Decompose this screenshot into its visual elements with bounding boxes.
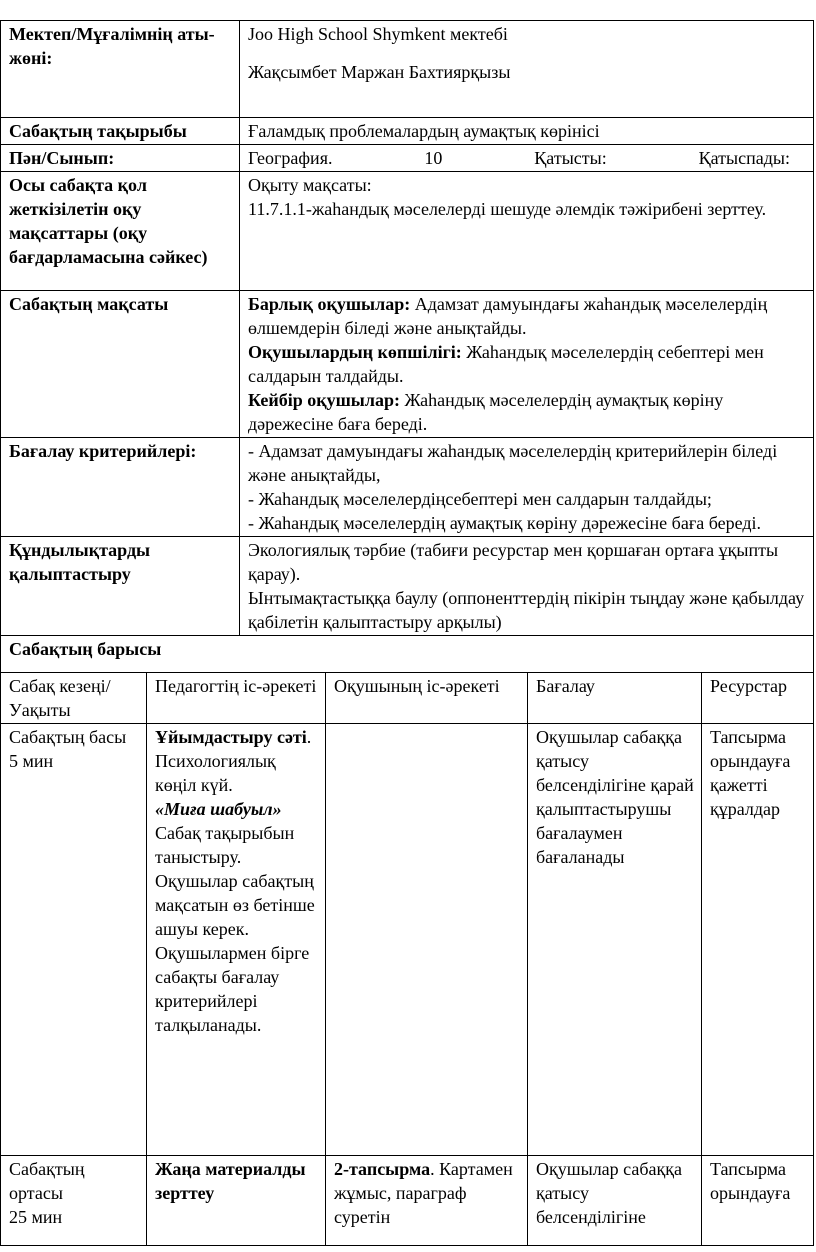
criteria-value-cell <box>240 438 814 537</box>
resources-cell: Тапсырма орындауға қажетті құралдар <box>702 724 814 1156</box>
objectives-label: Осы сабақта қол жеткізілетін оқу мақсаттары (оқу бағдарламасына сәйкес) <box>1 172 240 291</box>
stage-cell <box>1 1156 147 1246</box>
subject-label: Пән/Сынып: <box>1 145 240 172</box>
grade: 10 <box>424 148 443 168</box>
topic-row <box>1 118 814 145</box>
goals-label: Сабақтың мақсаты <box>1 291 240 438</box>
objectives-row <box>1 172 814 291</box>
goal-most-label: Оқушылардың көпшілігі: <box>248 342 462 362</box>
subject-name: География. <box>248 148 333 168</box>
subject-row <box>1 145 814 172</box>
goal-most <box>248 340 808 388</box>
student-activity-cell <box>326 724 528 1156</box>
goal-some-text: Жаһандық мәселелердің аумақтық көріну дәрежесіне баға береді. <box>248 390 724 434</box>
subject-value-cell <box>240 145 814 172</box>
topic-value: Ғаламдық проблемалардың аумақтық көрінісі <box>240 118 814 145</box>
objectives-value-cell <box>240 172 814 291</box>
values-value-cell <box>240 537 814 636</box>
criteria-item: - Жаһандық мәселелердіңсебептері мен салдарын талдайды; <box>248 489 712 509</box>
objectives-heading: Оқыту мақсаты: <box>248 175 372 195</box>
stage-name: Сабақтың ортасы <box>9 1159 85 1203</box>
teacher-activity-title: Ұйымдастыру сәті <box>155 727 307 747</box>
teacher-activity-brainstorm: «Миға шабуыл» <box>155 799 282 819</box>
criteria-row <box>1 438 814 537</box>
goals-row <box>1 291 814 438</box>
teacher-activity-title: Жаңа материалды зерттеу <box>147 1156 326 1246</box>
school-value-cell <box>240 21 814 118</box>
student-task-text: Картамен жұмыс, параграф суретін <box>334 1159 513 1227</box>
stage-time: 25 мин <box>9 1207 63 1227</box>
criteria-item: - Адамзат дамуындағы жаһандық мәселелердің критерийлерін біледі және анықтайды, <box>248 441 778 485</box>
lesson-plan-table <box>0 20 814 1246</box>
values-item: Экологиялық тәрбие (табиғи ресурстар мен қоршаған ортаға ұқыпты қарау). <box>248 540 779 584</box>
school-name: Joo High School Shymkent мектебі <box>248 24 508 44</box>
header-teacher: Педагогтің іс-әрекеті <box>147 673 326 724</box>
header-student: Оқушының іс-әрекеті <box>326 673 528 724</box>
school-row <box>1 21 814 118</box>
resources-cell: Тапсырма орындауға <box>702 1156 814 1246</box>
progress-header-row <box>1 673 814 724</box>
objectives-text: 11.7.1.1-жаһандық мәселелерді шешуде әлемдік тәжірибені зерттеу. <box>248 199 767 219</box>
teacher-activity-text: Психологиялық көңіл күй. <box>155 751 276 795</box>
goal-all-text: Адамзат дамуындағы жаһандық мәселелердің өлшемдерін біледі және анықтайды. <box>248 294 768 338</box>
student-activity-cell <box>326 1156 528 1246</box>
progress-row-middle <box>1 1156 814 1246</box>
student-task-dot: . <box>430 1159 435 1179</box>
criteria-item: - Жаһандық мәселелердің аумақтық көріну дәрежесіне баға береді. <box>248 513 762 533</box>
assessment-cell: Оқушылар сабаққа қатысу белсенділігіне <box>528 1156 702 1246</box>
progress-title: Сабақтың барысы <box>1 636 814 673</box>
progress-row-start <box>1 724 814 1156</box>
header-assessment: Бағалау <box>528 673 702 724</box>
criteria-label: Бағалау критерийлері: <box>1 438 240 537</box>
values-label: Құндылықтарды қалыптастыру <box>1 537 240 636</box>
teacher-activity-text: Сабақ тақырыбын таныстыру. Оқушылар сабақтың мақсатын өз бетінше ашуы керек. Оқушылармен бірге сабақты бағалау критерийлері талқыланады. <box>155 823 315 1035</box>
goal-all <box>248 292 808 340</box>
goal-some <box>248 388 808 436</box>
teacher-name: Жақсымбет Маржан Бахтиярқызы <box>248 62 511 82</box>
teacher-activity-cell <box>147 724 326 1156</box>
goal-all-label: Барлық оқушылар: <box>248 294 411 314</box>
assessment-cell: Оқушылар сабаққа қатысу белсенділігіне қарай қалыптастырушы бағалаумен бағаланады <box>528 724 702 1156</box>
values-item: Ынтымақтастыққа баулу (оппоненттердің пікірін тыңдау және қабылдау қабілетін қалыптастыру арқылы) <box>248 588 805 632</box>
stage-name: Сабақтың басы <box>9 727 127 747</box>
teacher-activity-dot: . <box>306 727 312 747</box>
stage-time: 5 мин <box>9 751 54 771</box>
goal-most-text: Жаһандық мәселелердің себептері мен салдарын талдайды. <box>248 342 764 386</box>
stage-cell <box>1 724 147 1156</box>
progress-title-row <box>1 636 814 673</box>
topic-label: Сабақтың тақырыбы <box>1 118 240 145</box>
school-label: Мектеп/Мұғалімнің аты-жөні: <box>1 21 240 118</box>
header-resources: Ресурстар <box>702 673 814 724</box>
goals-value-cell <box>240 291 814 438</box>
goal-some-label: Кейбір оқушылар: <box>248 390 400 410</box>
present-label: Қатысты: <box>534 148 607 168</box>
student-task-title: 2-тапсырма <box>334 1159 431 1179</box>
absent-label: Қатыспады: <box>698 148 791 168</box>
header-stage: Сабақ кезеңі/Уақыты <box>1 673 147 724</box>
values-row <box>1 537 814 636</box>
